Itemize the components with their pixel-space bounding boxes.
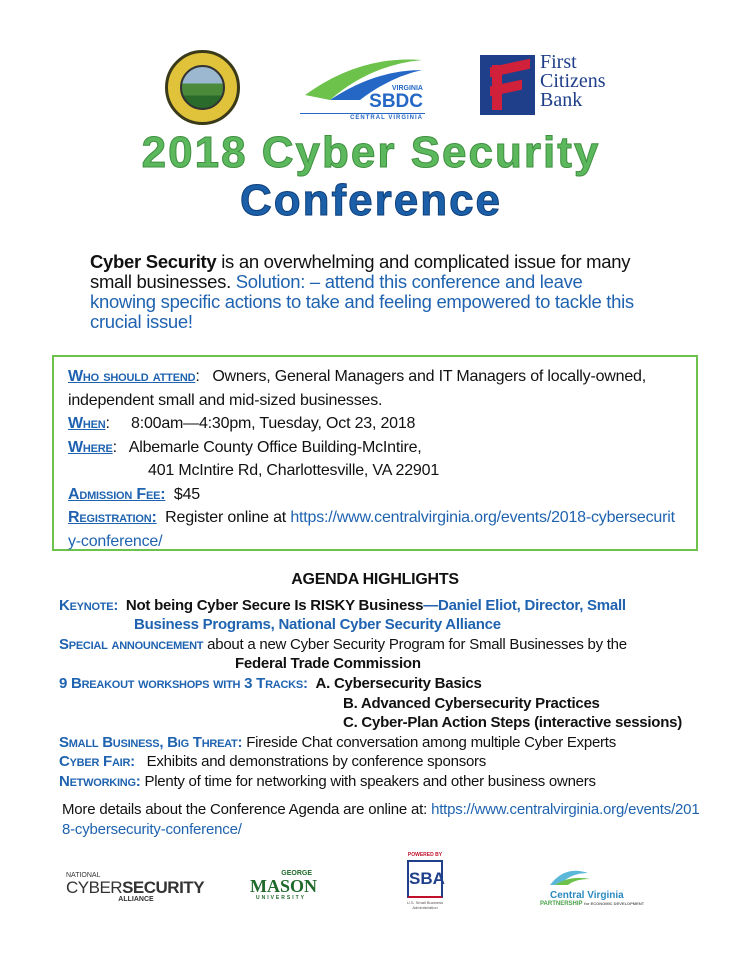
agenda-heading: AGENDA HIGHLIGHTS — [291, 571, 459, 588]
where: Where: Albemarle County Office Building-McIntire, — [68, 438, 422, 456]
albemarle-county-seal-logo — [165, 50, 240, 125]
first-citizens-bank-logo: First Citizens Bank — [480, 55, 620, 117]
admission-fee: Admission Fee: $45 — [68, 485, 200, 503]
who-should-attend: Who should attend: Owners, General Managers and IT Managers of locally-owned, independent small and mid-sized businesses. — [68, 368, 646, 409]
more-details: More details about the Conference Agenda are online at: https://www.centralvirginia.org/events/2018-cybersecurity-conference/ — [62, 801, 700, 838]
virginia-sbdc-logo: VIRGINIA SBDC CENTRAL VIRGINIA — [300, 55, 425, 125]
ncsa-logo: NATIONAL CYBERSECURITY ALLIANCE — [66, 872, 205, 903]
when: When: 8:00am—4:30pm, Tuesday, Oct 23, 2018 — [68, 415, 416, 432]
agenda-breakout: 9 Breakout workshops with 3 Tracks: A. Cybersecurity Basics — [59, 674, 482, 692]
agenda-link[interactable]: https://www.centralvirginia.org/events/2018-cybersecurity-conference/ — [62, 801, 700, 838]
registration-link[interactable]: https://www.centralvirginia.org/events/2018-cybersecurity-conference/ — [68, 509, 675, 550]
agenda-keynote: Keynote: Not being Cyber Secure Is RISKY Business—Daniel Eliot, Director, Small Business Programs, National Cyber Security Alliance — [59, 596, 626, 634]
registration: Registration: Register online at https://www.centralvirginia.org/events/2018-cybersecurity-conference/ — [68, 509, 675, 550]
agenda-special-announcement: Special announcement about a new Cyber Security Program for Small Businesses by the — [59, 635, 627, 653]
george-mason-logo: GEORGE MASON UNIVERSITY — [250, 870, 317, 901]
intro-paragraph: Cyber Security is an overwhelming and complicated issue for many small businesses. Solution: – attend this conference and leave knowing specific actions to take and feeling empowered to tackle this crucial issue! — [90, 251, 634, 332]
conference-title-line2: Conference — [239, 176, 503, 225]
sba-logo: POWERED BY SBA U.S. Small Business Administration — [406, 852, 445, 910]
agenda-networking: Networking: Plenty of time for networking with speakers and other business owners — [59, 772, 596, 790]
agenda-cyber-fair: Cyber Fair: Exhibits and demonstrations by conference sponsors — [59, 753, 487, 771]
central-virginia-partnership-logo: Central Virginia PARTNERSHIP for ECONOMIC DEVELOPMENT — [540, 865, 680, 907]
agenda-small-business: Small Business, Big Threat: Fireside Chat conversation among multiple Cyber Experts — [59, 733, 616, 751]
conference-title-line1: 2018 Cyber Security — [141, 128, 601, 177]
agenda-section: AGENDA HIGHLIGHTS Keynote: Not being Cyber Secure Is RISKY Business—Daniel Eliot, Director, Small Business Programs, National Cyber Security Alliance Special announcement about a new Cyber Security Program for Small Businesses by the Federal Trade Commission 9 Breakout workshops with 3 Tracks: A. Cybersecurity Basics B. Advanced Cybersecurity Practices C. Cyber-Plan Action Steps (interactive sessions) Small Business, Big Threat: Fireside Chat conversation among multiple Cyber Experts Cyber Fair: Exhibits and demonstrations by conference sponsors Networking: Plenty of time for networking with speakers and other business owners — [50, 570, 700, 792]
event-details-box: Who should attend: Owners, General Managers and IT Managers of locally-owned, independent small and mid-sized businesses. When: 8:00am—4:30pm, Tuesday, Oct 23, 2018 Where: Albemarle County Office Building-McIntire, 401 McIntire Rd, Charlottesville, VA 22901 Admission Fee: $45 Registration: Register online at https://www.centralvirginia.org/events/2018-cybersecurity-conference/ — [52, 355, 698, 551]
